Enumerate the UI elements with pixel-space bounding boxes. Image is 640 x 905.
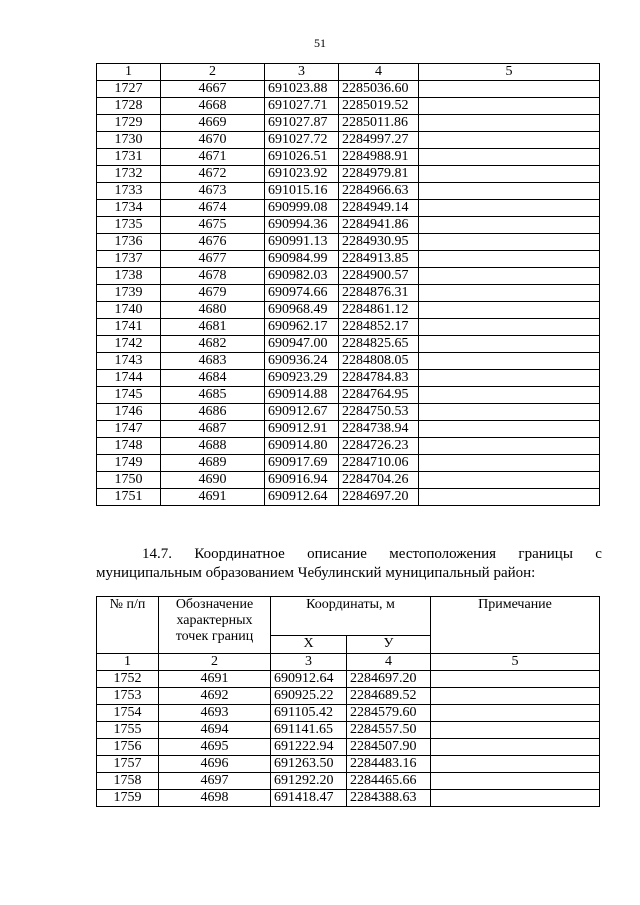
paragraph-line-2: муниципальным образованием Чебулинский муниципальный район: bbox=[96, 565, 536, 581]
cell-col1: 1730 bbox=[97, 132, 161, 149]
cell-col1: 1753 bbox=[97, 688, 159, 705]
header-note: Примечание bbox=[431, 597, 600, 654]
cell-col1: 1737 bbox=[97, 251, 161, 268]
cell-col3: 690947.00 bbox=[265, 336, 339, 353]
cell-col3: 690914.80 bbox=[265, 438, 339, 455]
cell-col1: 1740 bbox=[97, 302, 161, 319]
cell-col3: 690984.99 bbox=[265, 251, 339, 268]
cell-col2: 4676 bbox=[161, 234, 265, 251]
cell-col2: 4669 bbox=[161, 115, 265, 132]
cell-col5 bbox=[431, 722, 600, 739]
cell-col4: 2284876.31 bbox=[339, 285, 419, 302]
cell-col5 bbox=[419, 353, 600, 370]
table-row bbox=[97, 251, 600, 268]
cell-col5 bbox=[419, 438, 600, 455]
cell-col1: 1755 bbox=[97, 722, 159, 739]
cell-col4: 2284997.27 bbox=[339, 132, 419, 149]
cell-col2: 4680 bbox=[161, 302, 265, 319]
table-row bbox=[97, 370, 600, 387]
cell-col1: 1748 bbox=[97, 438, 161, 455]
cell-col3: 690982.03 bbox=[265, 268, 339, 285]
cell-col5 bbox=[419, 183, 600, 200]
cell-col1: 1 bbox=[97, 654, 159, 671]
paragraph-word: 14.7. bbox=[142, 546, 172, 562]
table-row bbox=[97, 472, 600, 489]
cell-col5 bbox=[431, 688, 600, 705]
cell-col1: 1738 bbox=[97, 268, 161, 285]
table-row bbox=[97, 739, 600, 756]
cell-col4: 2284852.17 bbox=[339, 319, 419, 336]
cell-col2: 4677 bbox=[161, 251, 265, 268]
cell-col1: 1741 bbox=[97, 319, 161, 336]
cell-col4: 2284784.83 bbox=[339, 370, 419, 387]
cell-col2: 4681 bbox=[161, 319, 265, 336]
cell-col5 bbox=[431, 671, 600, 688]
cell-col3: 691027.72 bbox=[265, 132, 339, 149]
cell-col1: 1744 bbox=[97, 370, 161, 387]
cell-col4: 2284579.60 bbox=[347, 705, 431, 722]
cell-col1: 1742 bbox=[97, 336, 161, 353]
header-number: № п/п bbox=[97, 597, 159, 654]
cell-col5 bbox=[419, 217, 600, 234]
coordinates-table-continued bbox=[96, 63, 600, 506]
cell-col5 bbox=[419, 166, 600, 183]
table-row bbox=[97, 166, 600, 183]
cell-col3: 690925.22 bbox=[271, 688, 347, 705]
cell-col4: 2285011.86 bbox=[339, 115, 419, 132]
cell-col2: 4686 bbox=[161, 404, 265, 421]
cell-col4: 2284825.65 bbox=[339, 336, 419, 353]
cell-col3: 690912.64 bbox=[271, 671, 347, 688]
cell-col4: 2284949.14 bbox=[339, 200, 419, 217]
cell-col3: 3 bbox=[271, 654, 347, 671]
cell-col3: 690991.13 bbox=[265, 234, 339, 251]
table-row bbox=[97, 353, 600, 370]
cell-col1: 1729 bbox=[97, 115, 161, 132]
cell-col3: 690994.36 bbox=[265, 217, 339, 234]
table-row bbox=[97, 404, 600, 421]
cell-col4: 4 bbox=[347, 654, 431, 671]
page-number: 51 bbox=[314, 36, 326, 50]
cell-col2: 4675 bbox=[161, 217, 265, 234]
cell-col2: 4671 bbox=[161, 149, 265, 166]
cell-col5 bbox=[419, 285, 600, 302]
cell-col2: 4684 bbox=[161, 370, 265, 387]
cell-col2: 4698 bbox=[159, 790, 271, 807]
cell-col5 bbox=[419, 387, 600, 404]
header-point-designation: Обозначение характерных точек границ bbox=[159, 597, 271, 654]
cell-col5 bbox=[419, 336, 600, 353]
numbering-row bbox=[97, 654, 600, 671]
header-y: У bbox=[347, 636, 431, 654]
cell-col1: 1746 bbox=[97, 404, 161, 421]
table-row bbox=[97, 688, 600, 705]
cell-col2: 2 bbox=[161, 64, 265, 81]
cell-col2: 4697 bbox=[159, 773, 271, 790]
cell-col4: 2284764.95 bbox=[339, 387, 419, 404]
paragraph-word: границы bbox=[518, 546, 573, 562]
table-row bbox=[97, 756, 600, 773]
cell-col4: 2284808.05 bbox=[339, 353, 419, 370]
cell-col1: 1728 bbox=[97, 98, 161, 115]
cell-col3: 690917.69 bbox=[265, 455, 339, 472]
table-row bbox=[97, 705, 600, 722]
cell-col2: 4689 bbox=[161, 455, 265, 472]
cell-col5 bbox=[431, 773, 600, 790]
cell-col1: 1733 bbox=[97, 183, 161, 200]
table-row bbox=[97, 790, 600, 807]
cell-col5 bbox=[419, 115, 600, 132]
cell-col2: 4672 bbox=[161, 166, 265, 183]
cell-col4: 2284930.95 bbox=[339, 234, 419, 251]
cell-col1: 1757 bbox=[97, 756, 159, 773]
cell-col3: 691418.47 bbox=[271, 790, 347, 807]
cell-col5 bbox=[419, 455, 600, 472]
cell-col3: 691027.71 bbox=[265, 98, 339, 115]
table-row bbox=[97, 200, 600, 217]
cell-col4: 2284557.50 bbox=[347, 722, 431, 739]
table-row bbox=[97, 132, 600, 149]
cell-col4: 2284697.20 bbox=[347, 671, 431, 688]
cell-col5 bbox=[419, 489, 600, 506]
cell-col1: 1743 bbox=[97, 353, 161, 370]
cell-col3: 690923.29 bbox=[265, 370, 339, 387]
cell-col2: 4694 bbox=[159, 722, 271, 739]
cell-col3: 690912.67 bbox=[265, 404, 339, 421]
header-coordinates: Координаты, м bbox=[271, 597, 431, 636]
cell-col5 bbox=[419, 132, 600, 149]
cell-col3: 690936.24 bbox=[265, 353, 339, 370]
table-row bbox=[97, 489, 600, 506]
cell-col3: 690912.64 bbox=[265, 489, 339, 506]
table-row bbox=[97, 302, 600, 319]
cell-col1: 1749 bbox=[97, 455, 161, 472]
cell-col5 bbox=[419, 81, 600, 98]
cell-col4: 2284697.20 bbox=[339, 489, 419, 506]
cell-col1: 1759 bbox=[97, 790, 159, 807]
cell-col5 bbox=[419, 251, 600, 268]
table-row bbox=[97, 183, 600, 200]
table-row bbox=[97, 149, 600, 166]
cell-col3: 690912.91 bbox=[265, 421, 339, 438]
cell-col5 bbox=[431, 739, 600, 756]
table-row bbox=[97, 671, 600, 688]
cell-col1: 1736 bbox=[97, 234, 161, 251]
cell-col3: 690974.66 bbox=[265, 285, 339, 302]
cell-col4: 2284900.57 bbox=[339, 268, 419, 285]
table-row bbox=[97, 81, 600, 98]
paragraph-word: с bbox=[595, 546, 602, 562]
cell-col4: 2284966.63 bbox=[339, 183, 419, 200]
cell-col2: 4678 bbox=[161, 268, 265, 285]
paragraph-line-1 bbox=[96, 545, 602, 564]
cell-col2: 4679 bbox=[161, 285, 265, 302]
cell-col1: 1731 bbox=[97, 149, 161, 166]
cell-col1: 1756 bbox=[97, 739, 159, 756]
cell-col3: 691222.94 bbox=[271, 739, 347, 756]
paragraph-word: местоположения bbox=[389, 546, 497, 562]
table-row bbox=[97, 336, 600, 353]
cell-col4: 2285019.52 bbox=[339, 98, 419, 115]
cell-col5 bbox=[419, 404, 600, 421]
cell-col4: 2284726.23 bbox=[339, 438, 419, 455]
cell-col1: 1 bbox=[97, 64, 161, 81]
cell-col3: 690916.94 bbox=[265, 472, 339, 489]
cell-col1: 1739 bbox=[97, 285, 161, 302]
table-row bbox=[97, 285, 600, 302]
cell-col1: 1747 bbox=[97, 421, 161, 438]
cell-col4: 2284710.06 bbox=[339, 455, 419, 472]
cell-col2: 2 bbox=[159, 654, 271, 671]
paragraph-word: Координатное bbox=[194, 546, 285, 562]
cell-col1: 1758 bbox=[97, 773, 159, 790]
cell-col1: 1734 bbox=[97, 200, 161, 217]
table-row bbox=[97, 268, 600, 285]
cell-col3: 691105.42 bbox=[271, 705, 347, 722]
cell-col5 bbox=[431, 790, 600, 807]
cell-col1: 1752 bbox=[97, 671, 159, 688]
cell-col2: 4696 bbox=[159, 756, 271, 773]
cell-col2: 4670 bbox=[161, 132, 265, 149]
cell-col2: 4683 bbox=[161, 353, 265, 370]
cell-col3: 691026.51 bbox=[265, 149, 339, 166]
cell-col5 bbox=[419, 302, 600, 319]
cell-col4: 2285036.60 bbox=[339, 81, 419, 98]
cell-col3: 3 bbox=[265, 64, 339, 81]
cell-col4: 2284465.66 bbox=[347, 773, 431, 790]
header-row bbox=[97, 64, 600, 81]
table-row bbox=[97, 115, 600, 132]
table-row bbox=[97, 421, 600, 438]
table-row bbox=[97, 773, 600, 790]
cell-col1: 1727 bbox=[97, 81, 161, 98]
cell-col3: 691027.87 bbox=[265, 115, 339, 132]
cell-col4: 2284913.85 bbox=[339, 251, 419, 268]
cell-col5 bbox=[419, 268, 600, 285]
cell-col4: 2284483.16 bbox=[347, 756, 431, 773]
cell-col5 bbox=[431, 705, 600, 722]
cell-col1: 1735 bbox=[97, 217, 161, 234]
coordinates-table-chebulinsky bbox=[96, 596, 600, 807]
cell-col2: 4668 bbox=[161, 98, 265, 115]
cell-col1: 1732 bbox=[97, 166, 161, 183]
cell-col4: 2284689.52 bbox=[347, 688, 431, 705]
cell-col3: 691023.92 bbox=[265, 166, 339, 183]
cell-col4: 2284507.90 bbox=[347, 739, 431, 756]
cell-col3: 690968.49 bbox=[265, 302, 339, 319]
table-row bbox=[97, 438, 600, 455]
cell-col5 bbox=[419, 319, 600, 336]
cell-col2: 4667 bbox=[161, 81, 265, 98]
cell-col2: 4687 bbox=[161, 421, 265, 438]
table-row bbox=[97, 455, 600, 472]
cell-col3: 690914.88 bbox=[265, 387, 339, 404]
cell-col3: 690962.17 bbox=[265, 319, 339, 336]
cell-col1: 1751 bbox=[97, 489, 161, 506]
cell-col5 bbox=[419, 234, 600, 251]
cell-col2: 4692 bbox=[159, 688, 271, 705]
section-paragraph bbox=[96, 545, 602, 583]
cell-col5 bbox=[419, 370, 600, 387]
paragraph-word: описание bbox=[307, 546, 367, 562]
cell-col5: 5 bbox=[419, 64, 600, 81]
cell-col5 bbox=[419, 472, 600, 489]
cell-col4: 2284988.91 bbox=[339, 149, 419, 166]
cell-col5 bbox=[431, 756, 600, 773]
cell-col2: 4691 bbox=[161, 489, 265, 506]
cell-col1: 1750 bbox=[97, 472, 161, 489]
cell-col1: 1745 bbox=[97, 387, 161, 404]
cell-col4: 2284388.63 bbox=[347, 790, 431, 807]
cell-col3: 691263.50 bbox=[271, 756, 347, 773]
cell-col3: 691015.16 bbox=[265, 183, 339, 200]
table-row bbox=[97, 319, 600, 336]
cell-col2: 4688 bbox=[161, 438, 265, 455]
cell-col2: 4682 bbox=[161, 336, 265, 353]
cell-col1: 1754 bbox=[97, 705, 159, 722]
cell-col3: 691292.20 bbox=[271, 773, 347, 790]
cell-col4: 2284750.53 bbox=[339, 404, 419, 421]
table-row bbox=[97, 98, 600, 115]
cell-col4: 2284941.86 bbox=[339, 217, 419, 234]
cell-col4: 2284861.12 bbox=[339, 302, 419, 319]
cell-col2: 4674 bbox=[161, 200, 265, 217]
cell-col3: 691023.88 bbox=[265, 81, 339, 98]
cell-col4: 2284704.26 bbox=[339, 472, 419, 489]
cell-col5 bbox=[419, 200, 600, 217]
cell-col2: 4690 bbox=[161, 472, 265, 489]
cell-col2: 4685 bbox=[161, 387, 265, 404]
cell-col5 bbox=[419, 98, 600, 115]
table-row bbox=[97, 722, 600, 739]
cell-col4: 4 bbox=[339, 64, 419, 81]
cell-col3: 690999.08 bbox=[265, 200, 339, 217]
cell-col4: 2284979.81 bbox=[339, 166, 419, 183]
cell-col3: 691141.65 bbox=[271, 722, 347, 739]
table-row bbox=[97, 387, 600, 404]
cell-col4: 2284738.94 bbox=[339, 421, 419, 438]
table-row bbox=[97, 217, 600, 234]
cell-col5: 5 bbox=[431, 654, 600, 671]
cell-col2: 4695 bbox=[159, 739, 271, 756]
header-x: X bbox=[271, 636, 347, 654]
cell-col5 bbox=[419, 149, 600, 166]
cell-col2: 4693 bbox=[159, 705, 271, 722]
cell-col2: 4673 bbox=[161, 183, 265, 200]
cell-col5 bbox=[419, 421, 600, 438]
table-row bbox=[97, 234, 600, 251]
cell-col2: 4691 bbox=[159, 671, 271, 688]
